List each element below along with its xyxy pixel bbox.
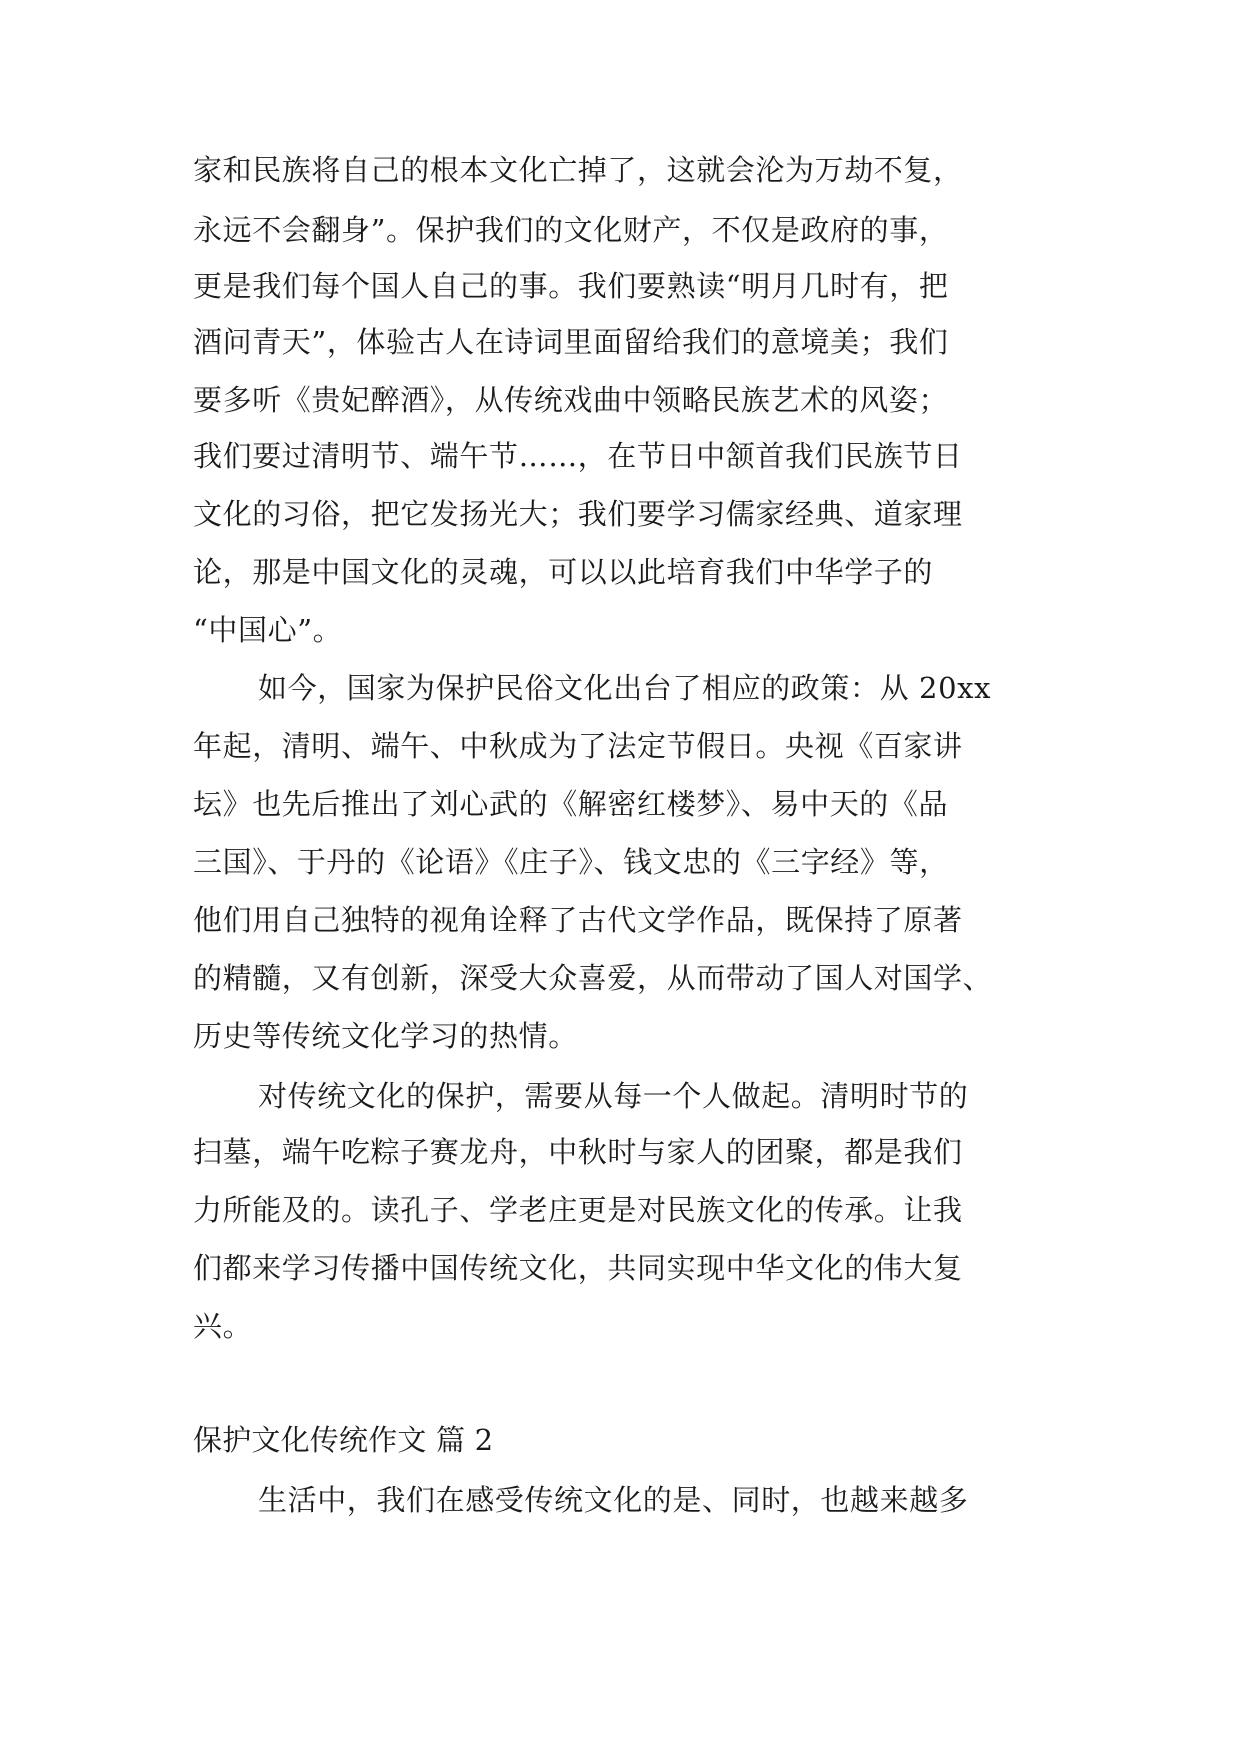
body-text-line: “中国心”。 (193, 613, 343, 647)
paragraph-start-line: 对传统文化的保护，需要从每一个人做起。清明时节的 (258, 1079, 969, 1113)
body-text-line: 兴。 (193, 1309, 253, 1343)
body-text-line: 家和民族将自己的根本文化亡掉了，这就会沦为万劫不复， (193, 153, 963, 187)
body-text-line: 文化的习俗，把它发扬光大；我们要学习儒家经典、道家理 (193, 497, 963, 531)
body-text-line: 他们用自己独特的视角诠释了古代文学作品，既保持了原著 (193, 903, 963, 937)
body-text-line: 们都来学习传播中国传统文化，共同实现中华文化的伟大复 (193, 1251, 963, 1285)
body-text-line: 更是我们每个国人自己的事。我们要熟读“明月几时有，把 (193, 269, 949, 303)
body-text-line: 永远不会翻身”。保护我们的文化财产，不仅是政府的事， (193, 213, 949, 247)
body-text-line: 三国》、于丹的《论语》《庄子》、钱文忠的《三字经》等， (193, 845, 949, 879)
body-text-line: 历史等传统文化学习的热情。 (193, 1019, 578, 1053)
body-text-line: 年起，清明、端午、中秋成为了法定节假日。央视《百家讲 (193, 729, 963, 763)
body-text-line: 力所能及的。读孔子、学老庄更是对民族文化的传承。让我 (193, 1193, 963, 1227)
body-text-line: 坛》也先后推出了刘心武的《解密红楼梦》、易中天的《品 (193, 787, 949, 821)
body-text-line: 要多听《贵妃醉酒》，从传统戏曲中领略民族艺术的风姿； (193, 383, 949, 417)
section-heading: 保护文化传统作文 篇 2 (193, 1423, 494, 1457)
body-text-line: 酒问青天”，体验古人在诗词里面留给我们的意境美；我们 (193, 325, 949, 359)
body-text-line: 扫墓，端午吃粽子赛龙舟，中秋时与家人的团聚，都是我们 (193, 1135, 963, 1169)
paragraph-start-line: 如今，国家为保护民俗文化出台了相应的政策：从 20xx (258, 671, 992, 705)
body-text-line: 论，那是中国文化的灵魂，可以以此培育我们中华学子的 (193, 555, 934, 589)
paragraph-start-line: 生活中，我们在感受传统文化的是、同时，也越来越多 (258, 1483, 969, 1517)
body-text-line: 的精髓，又有创新，深受大众喜爱，从而带动了国人对国学、 (193, 961, 993, 995)
body-text-line: 我们要过清明节、端午节……，在节日中颔首我们民族节日 (193, 439, 963, 473)
